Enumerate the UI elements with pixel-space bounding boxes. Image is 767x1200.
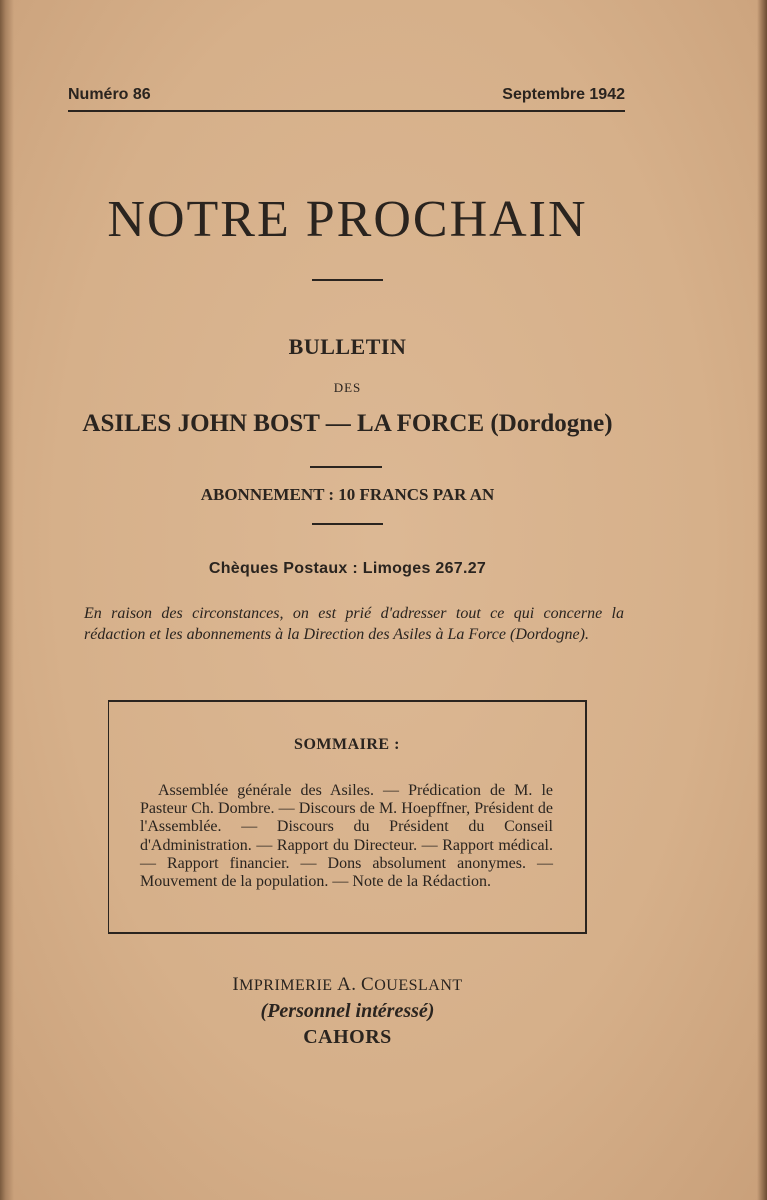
title-divider [312, 279, 383, 281]
printer-word: MPRIMERIE [239, 977, 333, 994]
subscription-divider [312, 523, 383, 525]
summary-text: Assemblée générale des Asiles. — Prédication de M. le Pasteur Ch. Dombre. — Discours de M. Hoepffner, Président de l'Assemblée. — Discours du Président du Conseil d'Administration. — Rapport du Directeur. — Rapport médical. — Rapport financier. — Dons absolument anonymes. — Mouvement de la population. — Note de la Rédaction. [140, 782, 553, 891]
des-label: DES [333, 380, 362, 395]
masthead-header [68, 86, 625, 106]
journal-title: NOTRE PROCHAIN [107, 191, 588, 248]
printer-staff-note: (Personnel intéressé) [260, 1000, 435, 1022]
header-rule [68, 110, 625, 112]
printer-initial: I [232, 974, 240, 995]
printer-surname-initial: C [361, 974, 375, 995]
printer-surname: OUESLANT [374, 977, 463, 994]
subscription-info: ABONNEMENT : 10 FRANCS PAR AN [200, 485, 495, 504]
postal-cheques: Chèques Postaux : Limoges 267.27 [208, 560, 487, 577]
bulletin-label: BULLETIN [288, 334, 407, 359]
page-edge [757, 0, 767, 1200]
printer-first-initial: A. [337, 974, 357, 995]
issue-date: Septembre 1942 [502, 86, 625, 103]
printer-name [0, 974, 695, 996]
institution-name: ASILES JOHN BOST — LA FORCE (Dordogne) [82, 410, 613, 437]
printer-city: CAHORS [303, 1026, 392, 1048]
issue-number: Numéro 86 [68, 86, 151, 103]
circumstances-notice: En raison des circonstances, on est prié d'adresser tout ce qui concerne la rédaction et les abonnements à la Direction des Asiles à La Force (Dordogne). [84, 605, 624, 643]
summary-title: SOMMAIRE : [294, 736, 400, 753]
institution-divider [310, 466, 382, 468]
